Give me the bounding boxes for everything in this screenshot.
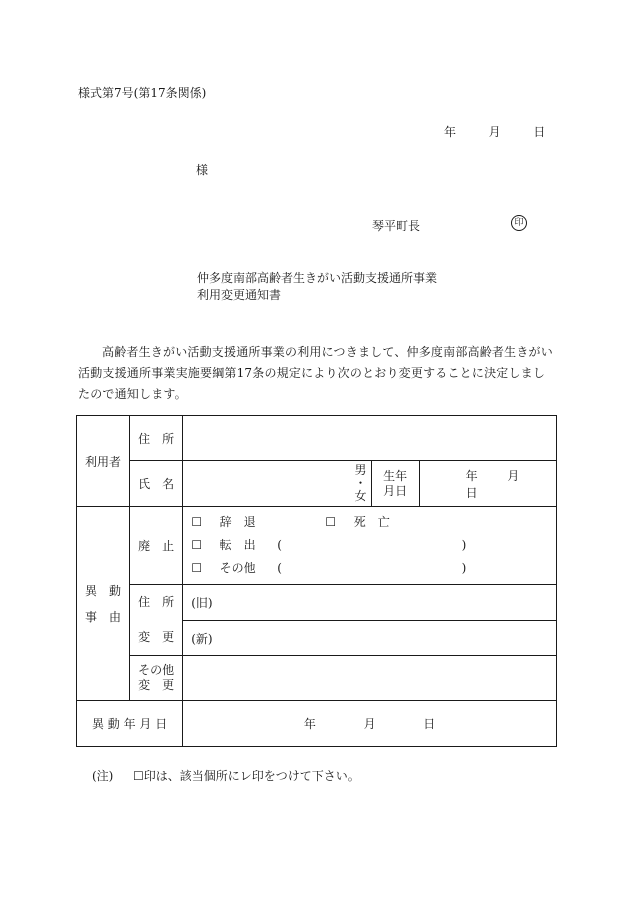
user-label: 利用者 [77,416,130,507]
addressee-suffix: 様 [196,163,209,177]
new-address-label: (新) [191,631,213,646]
gender-male[interactable]: 男 [354,463,367,477]
gender-separator: ・ [354,476,367,490]
new-address-field[interactable] [183,621,557,656]
sender-name: 琴平町長 [372,219,421,233]
footnote [92,767,360,784]
checkbox-other[interactable]: ☐ [191,561,202,575]
option-line-3 [191,557,556,580]
old-address-field[interactable] [183,585,557,621]
option-line-1 [191,511,556,534]
change-date-field[interactable] [183,701,557,747]
option-death-label: 死 亡 [353,515,390,529]
option-other-label: その他 [219,561,256,575]
option-resign-label: 辞 退 [219,515,256,529]
issue-month-label: 月 [488,125,501,139]
birthdate-label: 生年 月日 [371,461,419,507]
change-month-label: 月 [363,717,376,731]
address-change-label: 住 所 変 更 [130,585,183,656]
form-number: 様式第7号(第17条関係) [78,86,207,100]
address-label: 住 所 [130,416,183,461]
footnote-text: ☐印は、該当個所にレ印をつけて下さい。 [133,769,360,783]
checkbox-death[interactable]: ☐ [325,515,337,529]
document-title-line1: 仲多度南部高齢者生きがい活動支援通所事業 [197,271,438,285]
option-line-2 [191,534,556,557]
address-field[interactable] [183,416,557,461]
abolish-label: 廃 止 [130,507,183,585]
checkbox-move-out[interactable]: ☐ [191,538,202,552]
paren-close: ) [461,561,467,575]
paren-open: ( [277,561,282,575]
body-text: 高齢者生きがい活動支援通所事業の利用につきまして、仲多度南部高齢者生きがい活動支援通所事業実施要綱第17条の規定により次のとおり変更することに決定しましたので通知します。 [78,345,553,401]
name-row [77,461,557,507]
abolish-options [183,507,557,585]
checkbox-resign[interactable]: ☐ [191,515,202,529]
other-change-label: その他 変 更 [130,656,183,701]
gender-female[interactable]: 女 [354,489,367,503]
change-date-row [77,701,557,747]
change-day-label: 日 [423,717,436,731]
name-label: 氏 名 [130,461,183,507]
paren-open: ( [277,538,282,552]
address-row [77,416,557,461]
gender-selector[interactable] [355,464,367,503]
issue-year-label: 年 [444,125,457,139]
paren-close: ) [461,538,467,552]
address-old-row [77,585,557,621]
change-year-label: 年 [303,717,316,731]
abolish-row [77,507,557,585]
document-title [197,270,437,304]
birthdate-units [466,467,556,501]
old-address-label: (旧) [191,596,213,610]
option-move-out-label: 転 出 [219,538,256,552]
issue-day-label: 日 [533,125,546,139]
name-field[interactable] [183,461,371,507]
seal-mark: 印 [511,215,527,231]
footnote-prefix: (注) [92,769,114,783]
document-title-line2: 利用変更通知書 [197,288,282,302]
change-date-label: 異 動 年 月 日 [77,701,183,747]
other-change-row [77,656,557,701]
other-change-field[interactable] [183,656,557,701]
issue-date [444,123,545,140]
birthdate-field[interactable] [419,461,556,507]
birth-day-label: 日 [465,486,478,500]
birth-year-label: 年 [465,469,478,483]
change-reason-label: 異 動 事 由 [77,507,130,701]
notification-form-table [76,415,557,747]
birth-month-label: 月 [507,469,520,483]
